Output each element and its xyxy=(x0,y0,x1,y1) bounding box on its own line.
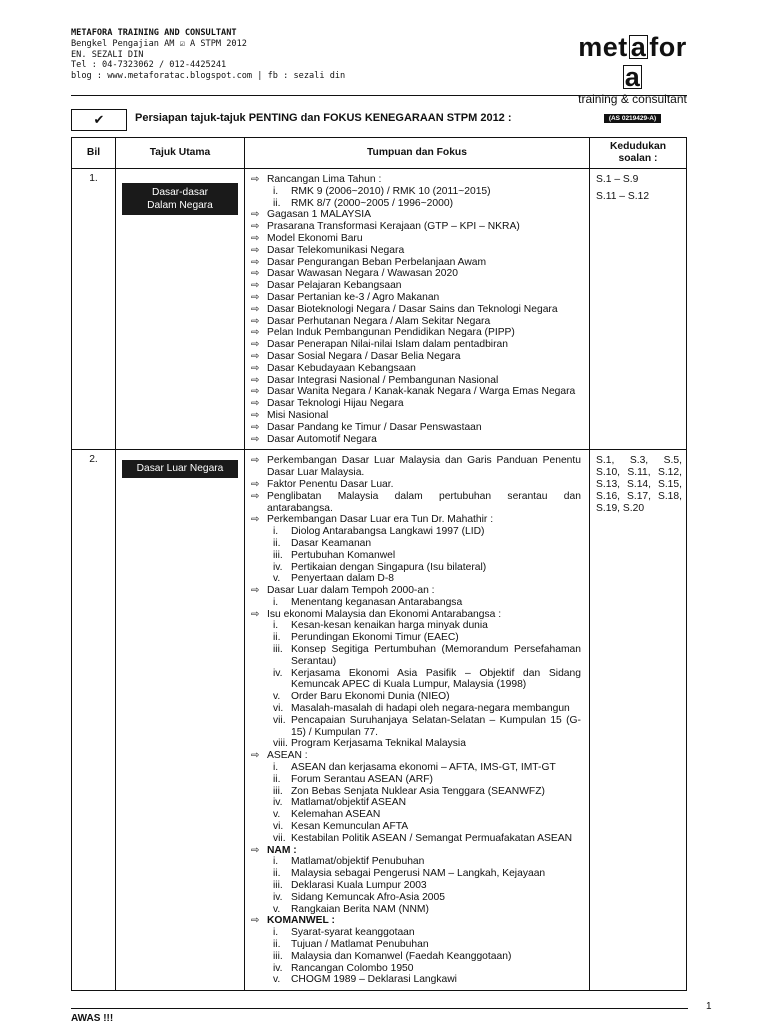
focus-item xyxy=(251,174,581,209)
arrow-bullet-icon: ⇨ xyxy=(251,455,260,467)
arrow-bullet-icon: ⇨ xyxy=(251,221,260,233)
arrow-bullet-icon: ⇨ xyxy=(251,608,260,620)
sub-item-text: Kestabilan Politik ASEAN / Semangat Permuafakatan ASEAN xyxy=(291,832,573,844)
sub-item xyxy=(273,927,581,939)
roman-numeral: v. xyxy=(273,691,281,703)
sub-item-text: Tujuan / Matlamat Penubuhan xyxy=(291,939,429,950)
company-name: METAFORA TRAINING AND CONSULTANT xyxy=(71,28,237,38)
row-number: 1. xyxy=(72,169,116,450)
focus-item-text: Isu ekonomi Malaysia dan Ekonomi Antarabangsa : xyxy=(267,608,502,620)
footer-divider xyxy=(71,1008,688,1009)
sub-item-text: Syarat-syarat keanggotaan xyxy=(291,927,415,939)
focus-item-text: Dasar Perhutanan Negara / Alam Sekitar Negara xyxy=(267,315,491,327)
sub-item-text: Menentang keganasan Antarabangsa xyxy=(291,596,463,608)
focus-item xyxy=(251,585,581,609)
sub-item xyxy=(273,974,581,986)
telephone-line: Tel : 04-7323062 / 012-4425241 xyxy=(71,60,227,71)
sub-item xyxy=(273,939,581,951)
arrow-bullet-icon: ⇨ xyxy=(251,350,260,362)
focus-item-text: Dasar Penerapan Nilai-nilai Islam dalam pentadbiran xyxy=(267,339,508,351)
sub-list xyxy=(267,597,581,609)
focus-item xyxy=(251,280,581,292)
table-row xyxy=(72,450,687,991)
focus-item xyxy=(251,375,581,387)
checkmark-icon: ✔ xyxy=(93,112,105,127)
sub-item xyxy=(273,715,581,739)
arrow-bullet-icon: ⇨ xyxy=(251,268,260,280)
focus-item-text: Dasar Pertanian ke-3 / Agro Makanan xyxy=(267,291,440,303)
focus-cell xyxy=(245,450,590,991)
position-value: S.1, S.3, S.5, S.10, S.11, S.12, S.13, S.14, S.15, S.16, S.17, S.18, S.19, S.20 xyxy=(596,455,682,514)
arrow-bullet-icon: ⇨ xyxy=(251,409,260,421)
tajuk-cell xyxy=(116,169,245,450)
roman-numeral: iii. xyxy=(273,880,283,892)
focus-item-text: Gagasan 1 MALAYSIA xyxy=(267,209,371,221)
focus-item xyxy=(251,514,581,585)
focus-item-text: Dasar Telekomunikasi Negara xyxy=(267,244,405,256)
arrow-bullet-icon: ⇨ xyxy=(251,844,260,856)
focus-item-text: Faktor Penentu Dasar Luar. xyxy=(267,478,394,490)
focus-item xyxy=(251,316,581,328)
table-row xyxy=(72,169,687,450)
focus-item-text: Dasar Pengurangan Beban Perbelanjaan Awam xyxy=(267,256,487,268)
workshop-line: Bengkel Pengajian AM ☑ A STPM 2012 xyxy=(71,38,247,49)
focus-item xyxy=(251,609,581,751)
roman-numeral: i. xyxy=(273,927,279,939)
sub-list xyxy=(267,620,581,750)
roman-numeral: i. xyxy=(273,856,279,868)
sub-item xyxy=(273,562,581,574)
header-divider xyxy=(71,95,687,96)
metafora-logo xyxy=(575,32,690,125)
sub-item xyxy=(273,797,581,809)
arrow-bullet-icon: ⇨ xyxy=(251,490,260,502)
arrow-bullet-icon: ⇨ xyxy=(251,256,260,268)
roman-numeral: i. xyxy=(273,185,279,197)
arrow-bullet-icon: ⇨ xyxy=(251,421,260,433)
roman-numeral: vii. xyxy=(273,832,286,844)
sub-item-text: Forum Serantau ASEAN (ARF) xyxy=(291,773,433,785)
sub-item xyxy=(273,573,581,585)
sub-item xyxy=(273,880,581,892)
sub-item xyxy=(273,691,581,703)
sub-item xyxy=(273,774,581,786)
arrow-bullet-icon: ⇨ xyxy=(251,291,260,303)
focus-item xyxy=(251,268,581,280)
sub-item-text: CHOGM 1989 – Deklarasi Langkawi xyxy=(291,974,457,986)
sub-item-text: Matlamat/objektif ASEAN xyxy=(291,797,407,809)
sub-item-text: Kelemahan ASEAN xyxy=(291,809,381,821)
sub-item xyxy=(273,186,581,198)
arrow-bullet-icon: ⇨ xyxy=(251,209,260,221)
roman-numeral: ii. xyxy=(273,197,281,209)
focus-item xyxy=(251,363,581,375)
focus-item xyxy=(251,455,581,479)
position-cell xyxy=(590,450,687,991)
position-value: S.1 – S.9 xyxy=(596,174,639,185)
arrow-bullet-icon: ⇨ xyxy=(251,315,260,327)
focus-item-text: Perkembangan Dasar Luar era Tun Dr. Mahathir : xyxy=(267,514,494,526)
topic-tag: Dasar-dasar Dalam Negara xyxy=(122,183,238,215)
sub-item-text: Deklarasi Kuala Lumpur 2003 xyxy=(291,880,427,892)
roman-numeral: iii. xyxy=(273,950,283,962)
sub-item-text: Sidang Kemuncak Afro-Asia 2005 xyxy=(291,891,445,903)
roman-numeral: iv. xyxy=(273,891,283,903)
focus-item-text: Dasar Pandang ke Timur / Dasar Penswastaan xyxy=(267,421,482,433)
sub-item xyxy=(273,538,581,550)
arrow-bullet-icon: ⇨ xyxy=(251,232,260,244)
focus-item xyxy=(251,351,581,363)
focus-item-text: Dasar Wawasan Negara / Wawasan 2020 xyxy=(267,268,458,280)
arrow-bullet-icon: ⇨ xyxy=(251,174,260,185)
roman-numeral: v. xyxy=(273,809,281,821)
sub-item-text: Zon Bebas Senjata Nuklear Asia Tenggara (SEANWFZ) xyxy=(291,785,545,797)
sub-item-text: Program Kerjasama Teknikal Malaysia xyxy=(291,738,466,750)
position-cell xyxy=(590,169,687,450)
arrow-bullet-icon: ⇨ xyxy=(251,750,260,762)
sub-item xyxy=(273,892,581,904)
sub-item-text: Dasar Keamanan xyxy=(291,537,372,549)
focus-list xyxy=(245,450,589,990)
roman-numeral: iv. xyxy=(273,667,283,679)
roman-numeral: iv. xyxy=(273,962,283,974)
focus-item xyxy=(251,327,581,339)
focus-item xyxy=(251,915,581,986)
sub-item xyxy=(273,550,581,562)
sub-item xyxy=(273,198,581,210)
position-value: S.11 – S.12 xyxy=(596,190,650,202)
focus-item xyxy=(251,209,581,221)
check-box xyxy=(71,109,127,131)
sub-item-text: Kesan-kesan kenaikan harga minyak dunia xyxy=(291,620,488,632)
roman-numeral: i. xyxy=(273,596,279,608)
focus-item xyxy=(251,339,581,351)
roman-numeral: viii. xyxy=(273,738,288,750)
focus-item-text: Pelan Induk Pembangunan Pendidikan Negara (PIPP) xyxy=(267,327,515,339)
roman-numeral: ii. xyxy=(273,868,281,880)
roman-numeral: v. xyxy=(273,573,281,585)
row-number: 2. xyxy=(72,450,116,991)
focus-item-text: ASEAN : xyxy=(267,750,308,762)
focus-item-text: KOMANWEL : xyxy=(267,915,335,927)
sub-item-text: Pencapaian Suruhanjaya Selatan-Selatan – Kumpulan 15 (G-15) / Kumpulan 77. xyxy=(291,714,581,738)
sub-item-text: Rancangan Colombo 1950 xyxy=(291,962,414,974)
focus-item-text: Misi Nasional xyxy=(267,409,329,421)
focus-item-text: Dasar Sosial Negara / Dasar Belia Negara xyxy=(267,350,461,362)
focus-item-text: Dasar Wanita Negara / Kanak-kanak Negara / Warga Emas Negara xyxy=(267,386,576,398)
header-tajuk: Tajuk Utama xyxy=(116,138,245,169)
roman-numeral: i. xyxy=(273,762,279,774)
roman-numeral: iii. xyxy=(273,785,283,797)
roman-numeral: v. xyxy=(273,974,281,986)
arrow-bullet-icon: ⇨ xyxy=(251,303,260,315)
topic-tag: Dasar Luar Negara xyxy=(122,460,238,478)
page-number: 1 xyxy=(706,1001,712,1012)
arrow-bullet-icon: ⇨ xyxy=(251,398,260,410)
sub-item xyxy=(273,620,581,632)
roman-numeral: vii. xyxy=(273,714,286,726)
sub-item xyxy=(273,526,581,538)
sub-item-text: Perundingan Ekonomi Timur (EAEC) xyxy=(291,632,459,644)
roman-numeral: ii. xyxy=(273,537,281,549)
focus-item xyxy=(251,398,581,410)
roman-numeral: iv. xyxy=(273,561,283,573)
logo-wordmark: met a fora xyxy=(578,32,687,92)
roman-numeral: ii. xyxy=(273,773,281,785)
intro-title: Persiapan tajuk-tajuk PENTING dan FOKUS KENEGARAAN STPM 2012 : xyxy=(135,112,512,124)
arrow-bullet-icon: ⇨ xyxy=(251,478,260,490)
focus-item xyxy=(251,386,581,398)
roman-numeral: iii. xyxy=(273,644,283,656)
arrow-bullet-icon: ⇨ xyxy=(251,374,260,386)
sub-item-text: Order Baru Ekonomi Dunia (NIEO) xyxy=(291,691,450,703)
focus-item-text: Dasar Automotif Negara xyxy=(267,433,377,445)
sub-item xyxy=(273,856,581,868)
focus-item-text: Rancangan Lima Tahun : xyxy=(267,174,382,185)
focus-item-text: Prasarana Transformasi Kerajaan (GTP – KPI – NKRA) xyxy=(267,221,520,233)
sub-item xyxy=(273,632,581,644)
roman-numeral: ii. xyxy=(273,939,281,950)
sub-item xyxy=(273,904,581,916)
roman-numeral: vi. xyxy=(273,821,284,833)
sub-list xyxy=(267,186,581,210)
table-header-row xyxy=(72,138,687,169)
sub-item xyxy=(273,868,581,880)
sub-item-text: Rangkaian Berita NAM (NNM) xyxy=(291,903,429,915)
focus-item-text: Dasar Luar dalam Tempoh 2000-an : xyxy=(267,585,435,597)
sub-item-text: Matlamat/objektif Penubuhan xyxy=(291,856,425,868)
header-tumpuan: Tumpuan dan Fokus xyxy=(245,138,590,169)
focus-item-text: Dasar Teknologi Hijau Negara xyxy=(267,398,404,410)
sub-list xyxy=(267,762,581,845)
arrow-bullet-icon: ⇨ xyxy=(251,362,260,374)
header-kedudukan: Kedudukan soalan : xyxy=(590,138,687,169)
sub-list xyxy=(267,526,581,585)
focus-item-text: NAM : xyxy=(267,844,297,856)
arrow-bullet-icon: ⇨ xyxy=(251,514,260,526)
focus-item-text: Dasar Integrasi Nasional / Pembangunan Nasional xyxy=(267,374,499,386)
logo-registration: (AS 0219429-A) xyxy=(604,114,661,123)
roman-numeral: v. xyxy=(273,903,281,915)
focus-item-text: Perkembangan Dasar Luar Malaysia dan Garis Panduan Penentu Dasar Luar Malaysia. xyxy=(267,455,581,479)
arrow-bullet-icon: ⇨ xyxy=(251,339,260,351)
header-bil: Bil xyxy=(72,138,116,169)
arrow-bullet-icon: ⇨ xyxy=(251,433,260,445)
focus-item xyxy=(251,221,581,233)
sub-item xyxy=(273,809,581,821)
focus-item-text: Dasar Kebudayaan Kebangsaan xyxy=(267,362,416,374)
focus-item xyxy=(251,845,581,916)
focus-cell xyxy=(245,169,590,450)
logo-tagline: training & consultant xyxy=(578,92,687,106)
sub-item-text: Masalah-masalah di hadapi oleh negara-negara membangun xyxy=(291,703,570,715)
tajuk-cell xyxy=(116,450,245,991)
sub-item xyxy=(273,738,581,750)
roman-numeral: vi. xyxy=(273,703,284,715)
sub-item-text: RMK 8/7 (2000~2005 / 1996~2000) xyxy=(291,197,454,209)
focus-list xyxy=(245,169,589,449)
sub-item xyxy=(273,951,581,963)
roman-numeral: ii. xyxy=(273,632,281,644)
sub-item-text: Pertubuhan Komanwel xyxy=(291,549,396,561)
sub-item xyxy=(273,786,581,798)
roman-numeral: iv. xyxy=(273,797,283,809)
focus-item-text: Penglibatan Malaysia dalam pertubuhan serantau dan antarabangsa. xyxy=(267,490,581,514)
sub-item xyxy=(273,597,581,609)
focus-item xyxy=(251,750,581,844)
focus-item-text: Model Ekonomi Baru xyxy=(267,232,363,244)
arrow-bullet-icon: ⇨ xyxy=(251,386,260,398)
sub-item-text: Pertikaian dengan Singapura (Isu bilateral) xyxy=(291,561,487,573)
sub-item-text: RMK 9 (2006~2010) / RMK 10 (2011~2015) xyxy=(291,185,491,197)
sub-item-text: Kerjasama Ekonomi Asia Pasifik – Objektif dan Sidang Kemuncak APEC di Kuala Lumpur, Malaysia (1998) xyxy=(291,667,581,691)
arrow-bullet-icon: ⇨ xyxy=(251,585,260,597)
focus-item xyxy=(251,479,581,491)
focus-item xyxy=(251,491,581,515)
arrow-bullet-icon: ⇨ xyxy=(251,915,260,927)
sub-item-text: Malaysia dan Komanwel (Faedah Keanggotaan) xyxy=(291,950,512,962)
sub-item-text: Diolog Antarabangsa Langkawi 1997 (LID) xyxy=(291,526,485,538)
sub-list xyxy=(267,927,581,986)
sub-list xyxy=(267,856,581,915)
sub-item xyxy=(273,644,581,668)
sub-item xyxy=(273,963,581,975)
sub-item xyxy=(273,762,581,774)
blog-fb-line: blog : www.metaforatac.blogspot.com | fb : sezali din xyxy=(71,71,346,82)
sub-item-text: Kesan Kemunculan AFTA xyxy=(291,821,409,833)
sub-item xyxy=(273,821,581,833)
sub-item-text: Konsep Segitiga Pertumbuhan (Memorandum Persefahaman Serantau) xyxy=(291,644,581,667)
focus-item-text: Dasar Pelajaran Kebangsaan xyxy=(267,280,402,292)
roman-numeral: i. xyxy=(273,526,279,538)
focus-item xyxy=(251,422,581,434)
sub-item xyxy=(273,833,581,845)
focus-item xyxy=(251,292,581,304)
focus-item xyxy=(251,304,581,316)
arrow-bullet-icon: ⇨ xyxy=(251,280,260,292)
focus-item xyxy=(251,434,581,446)
sub-item-text: ASEAN dan kerjasama ekonomi – AFTA, IMS-GT, IMT-GT xyxy=(291,762,556,774)
focus-item xyxy=(251,245,581,257)
footer-warning: AWAS !!! xyxy=(71,1013,114,1024)
roman-numeral: i. xyxy=(273,620,279,632)
focus-item xyxy=(251,257,581,269)
arrow-bullet-icon: ⇨ xyxy=(251,327,260,339)
sub-item-text: Penyertaan dalam D-8 xyxy=(291,573,395,585)
sub-item xyxy=(273,668,581,692)
instructor-name: EN. SEZALI DIN xyxy=(71,49,144,60)
focus-item xyxy=(251,410,581,422)
sub-item xyxy=(273,703,581,715)
roman-numeral: iii. xyxy=(273,549,283,561)
arrow-bullet-icon: ⇨ xyxy=(251,244,260,256)
topics-table xyxy=(71,137,687,991)
focus-item-text: Dasar Bioteknologi Negara / Dasar Sains dan Teknologi Negara xyxy=(267,303,558,315)
focus-item xyxy=(251,233,581,245)
sub-item-text: Malaysia sebagai Pengerusi NAM – Langkah, Kejayaan xyxy=(291,868,546,880)
header-block xyxy=(71,28,345,82)
